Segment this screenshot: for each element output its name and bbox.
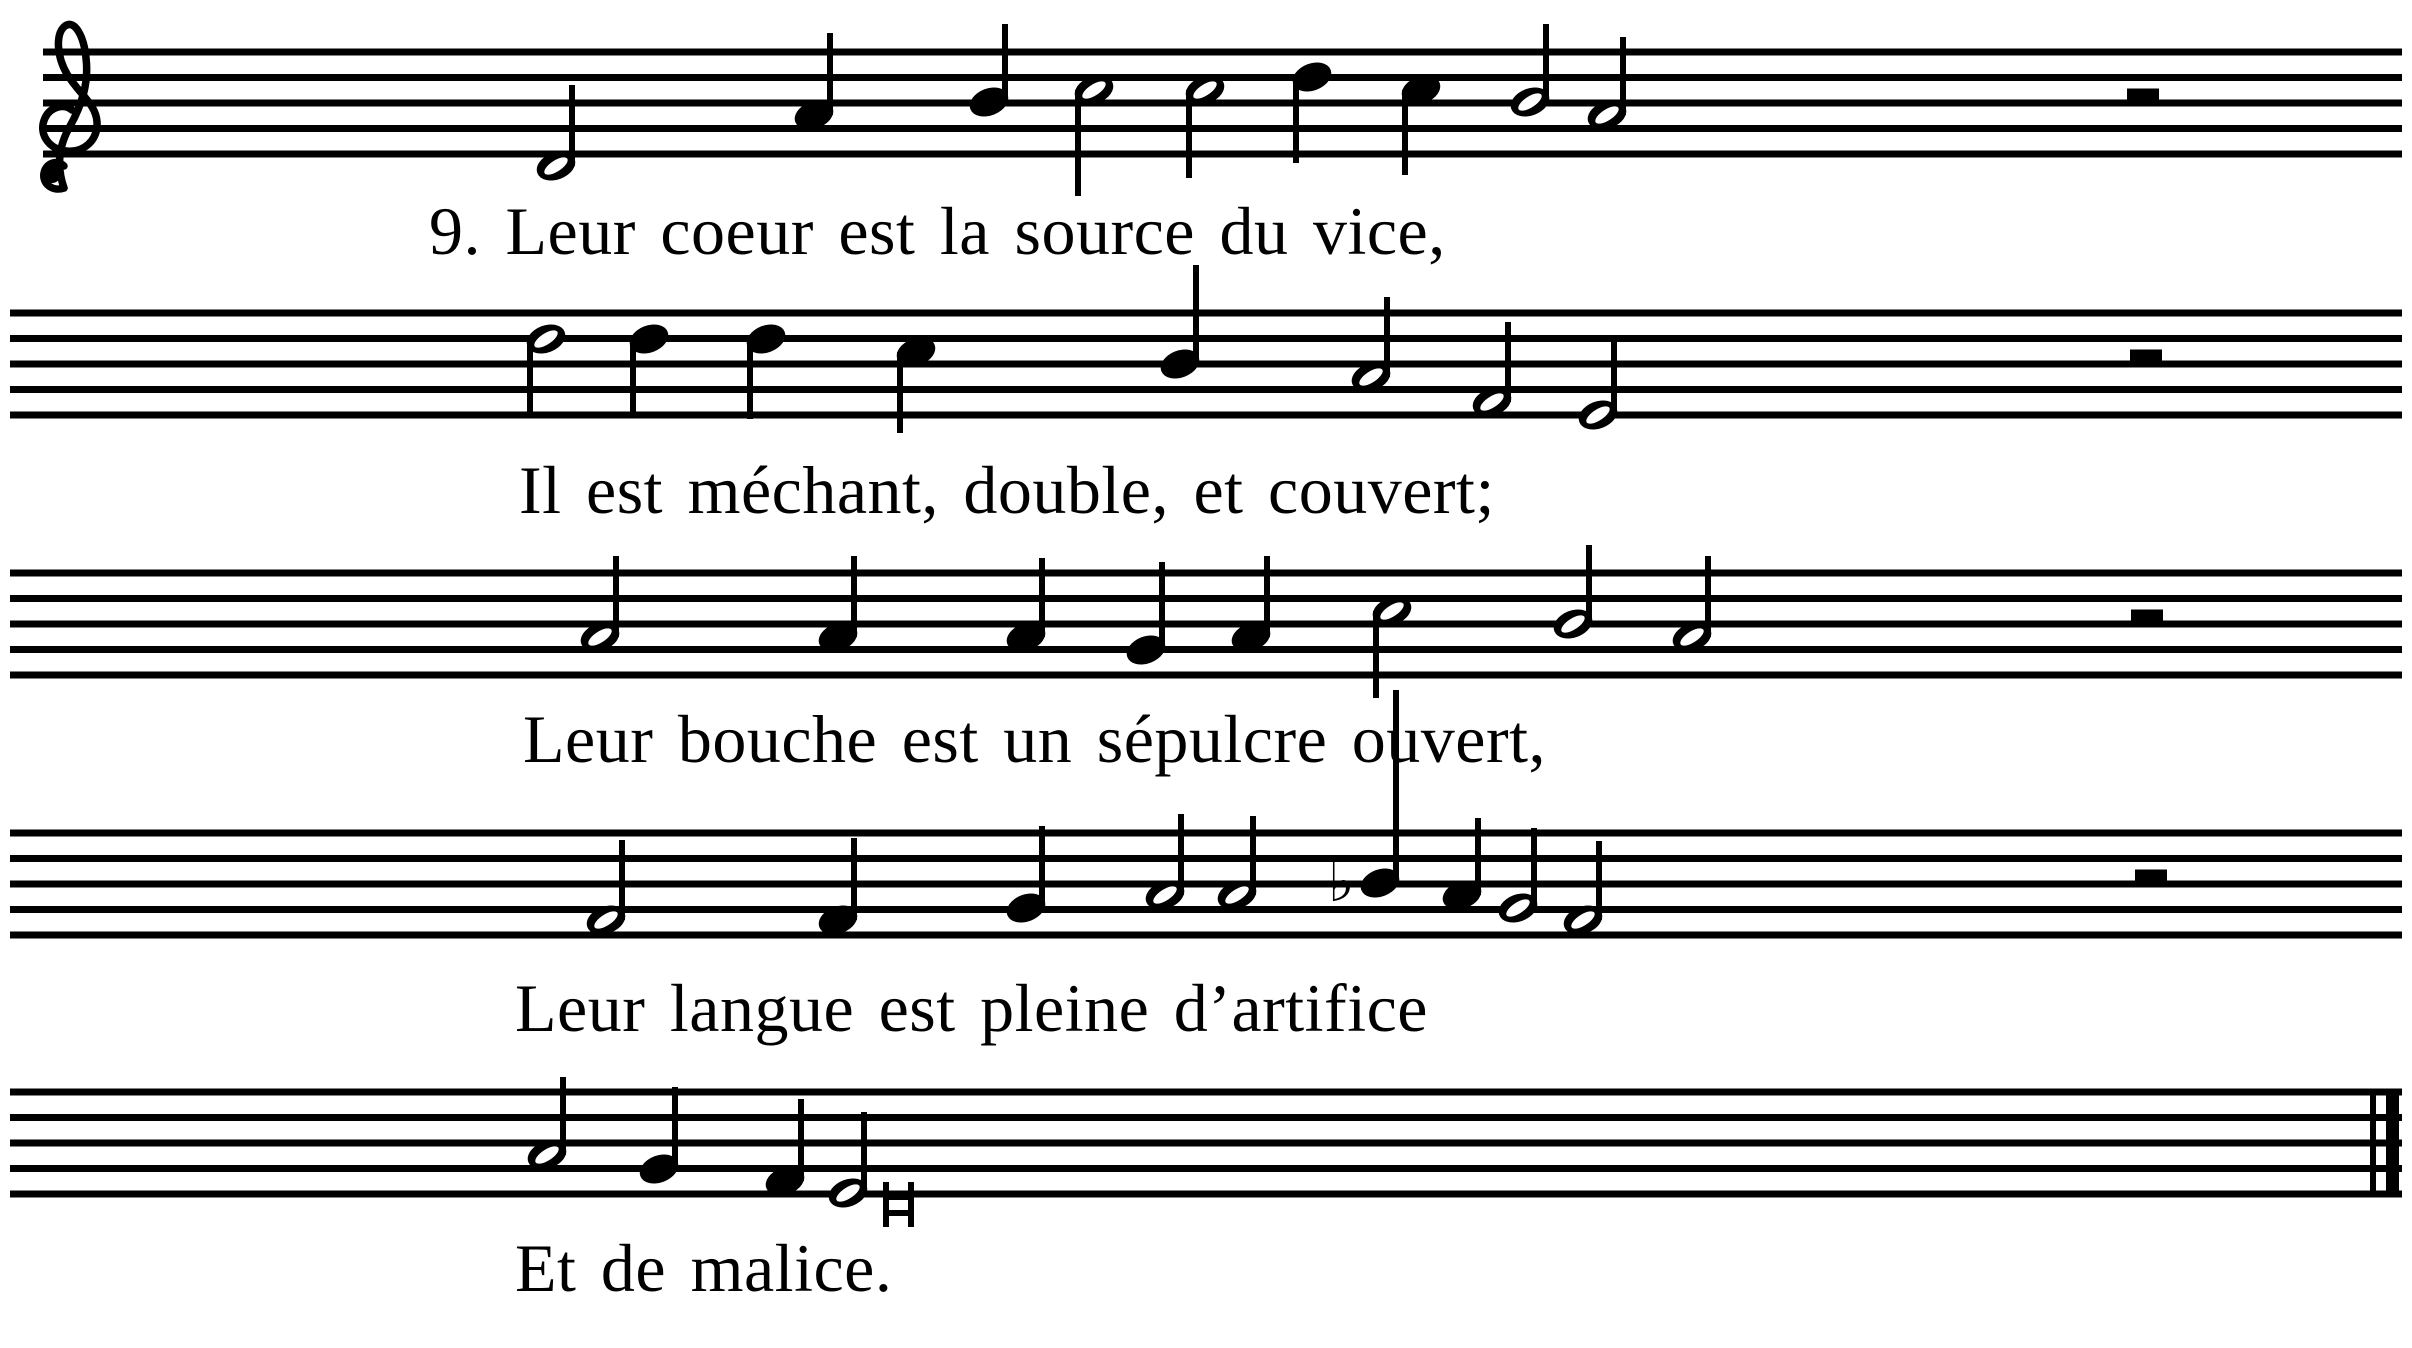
lyric-line-2: Il est méchant, double, et couvert;	[519, 452, 1495, 528]
staff-line	[10, 1165, 2402, 1172]
staff-line	[10, 1114, 2402, 1121]
staff-3	[10, 545, 2402, 698]
note-stem	[1178, 814, 1184, 895]
staff-line	[43, 100, 2402, 107]
staff-line	[10, 855, 2402, 862]
note-stem	[1611, 335, 1617, 415]
note-stem	[672, 1087, 678, 1169]
note-stem	[747, 339, 753, 419]
staff-line	[10, 335, 2402, 342]
note-stem	[1293, 77, 1299, 163]
note-C5-half	[1368, 591, 1415, 698]
note-stem	[851, 556, 857, 637]
note-stem	[861, 1112, 867, 1193]
note-D5-half	[522, 319, 569, 418]
lyric-line-3: Leur bouche est un sépulcre ouvert,	[523, 701, 1547, 777]
staff-line	[10, 310, 2402, 317]
staff-line	[10, 595, 2402, 602]
note-stem	[630, 339, 636, 418]
staff-line	[10, 932, 2402, 939]
half-rest	[2127, 89, 2159, 100]
note-stem	[1159, 562, 1165, 650]
final-longa-note	[883, 1182, 914, 1227]
staff-line	[10, 1089, 2402, 1096]
note-stem	[619, 840, 625, 920]
note-F4-quarter	[814, 838, 861, 940]
final-barline-thick	[2386, 1089, 2399, 1198]
note-stem	[569, 85, 575, 166]
note-stem	[1193, 265, 1199, 364]
note-stem	[1543, 24, 1549, 102]
note-stem	[1384, 297, 1390, 377]
note-D5-quarter	[625, 319, 672, 418]
note-D5-quarter	[742, 319, 789, 419]
staff-line	[10, 386, 2402, 393]
note-stem	[1596, 841, 1602, 920]
staff-line	[43, 49, 2402, 56]
note-stem	[560, 1077, 566, 1155]
staff-line	[10, 621, 2402, 628]
note-stem	[1620, 37, 1626, 115]
note-E4-half	[824, 1112, 871, 1213]
note-B4-quarter	[1156, 265, 1203, 384]
lyric-line-4: Leur langue est pleine d’artifice	[515, 970, 1428, 1046]
note-stem	[1505, 322, 1511, 402]
staff-line	[10, 906, 2402, 913]
note-G4-quarter	[1122, 562, 1169, 670]
staff-1	[43, 24, 2402, 196]
note-stem	[798, 1099, 804, 1181]
note-stem	[851, 838, 857, 920]
staff-line	[43, 74, 2402, 81]
note-D5-quarter	[1288, 57, 1335, 163]
half-rest	[2131, 610, 2163, 621]
note-stem	[1250, 816, 1256, 895]
note-B4-quarter	[965, 24, 1012, 122]
half-rest	[2135, 870, 2167, 881]
note-stem	[1075, 90, 1081, 196]
staff-line	[10, 672, 2402, 679]
note-stem	[1475, 818, 1481, 895]
note-stem	[827, 33, 833, 115]
note-B4-half	[1549, 545, 1596, 644]
staff-2	[10, 265, 2402, 435]
staff-line	[43, 125, 2402, 132]
lyric-line-5: Et de malice.	[515, 1230, 893, 1306]
staff-line	[10, 1140, 2402, 1147]
note-E4-half	[1574, 335, 1621, 435]
staff-line	[10, 646, 2402, 653]
note-stem	[1264, 556, 1270, 637]
note-A4-quarter	[790, 33, 837, 135]
note-B4-half	[1506, 24, 1553, 122]
note-stem	[1002, 24, 1008, 102]
staff-line	[10, 361, 2402, 368]
note-F4-half	[582, 840, 629, 940]
note-stem	[1373, 611, 1379, 698]
half-rest	[2130, 350, 2162, 361]
staff-5	[10, 1077, 2402, 1227]
note-stem	[1705, 556, 1711, 637]
note-stem	[1402, 90, 1408, 175]
staff-line	[10, 881, 2402, 888]
staff-line	[10, 412, 2402, 419]
note-stem	[1186, 90, 1192, 178]
note-A4-half	[1141, 814, 1188, 915]
note-stem	[1531, 828, 1537, 908]
note-stem	[1039, 558, 1045, 637]
staff-line	[43, 151, 2402, 158]
staff-line	[10, 830, 2402, 837]
note-G4-quarter	[635, 1087, 682, 1189]
note-stem	[613, 556, 619, 637]
staff-line	[10, 1191, 2402, 1198]
note-C5-quarter	[1397, 70, 1444, 175]
final-barline-thin	[2370, 1089, 2376, 1198]
note-stem	[897, 352, 903, 433]
flat-icon: ♭	[1328, 850, 1355, 915]
note-stem	[1586, 545, 1592, 624]
note-C5-half	[1181, 70, 1228, 178]
note-stem	[1039, 826, 1045, 908]
staff-line	[10, 570, 2402, 577]
lyric-line-1: 9. Leur coeur est la source du vice,	[429, 193, 1446, 269]
note-stem	[527, 339, 533, 418]
note-C5-half	[1070, 70, 1117, 196]
